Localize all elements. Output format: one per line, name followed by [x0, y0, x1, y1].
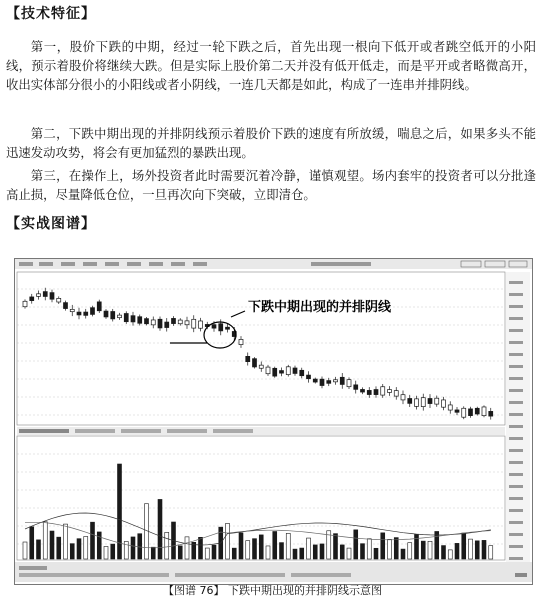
volume-bar [442, 546, 446, 559]
candle-body [266, 367, 270, 374]
annotation-label: 下跌中期出现的并排阴线 [248, 300, 392, 315]
candle-body [145, 319, 149, 324]
paragraph-1: 第一，股价下跌的中期，经过一轮下跌之后，首先出现一根向下低开或者跳空低开的小阳线，预示着股价将继续大跌。但是实际上股价第二天并没有低开低走，而是平开或者略微高开，收出实体部分很小的小阳线或者小阴线，一连几天都是如此，构成了一连串并排阴线。 [6, 39, 536, 92]
volume-bar [50, 531, 54, 559]
volume-bar [293, 549, 297, 559]
volume-bar [340, 545, 344, 559]
candle-body [37, 294, 41, 297]
candle-body [84, 312, 88, 315]
volume-bar [401, 549, 405, 559]
axis-tick-label [509, 365, 523, 368]
volume-bar [482, 540, 486, 559]
volume-bar [313, 545, 317, 559]
candle-body [469, 409, 473, 416]
axis-tick-label [509, 521, 523, 524]
candle-body [199, 321, 203, 328]
candle-body [138, 317, 142, 324]
candle-body [178, 320, 182, 324]
volume-bar [286, 533, 290, 559]
axis-tick-label [509, 329, 523, 332]
candle-body [293, 368, 297, 373]
axis-tick-label [509, 317, 523, 320]
volume-bar [300, 548, 304, 559]
candle-body [347, 380, 351, 387]
volume-bar [37, 540, 41, 559]
candle-body [428, 398, 432, 403]
candle-body [482, 407, 486, 416]
candle-body [394, 391, 398, 396]
axis-tick-label [509, 305, 523, 308]
paragraph-2: 第二，下跌中期出现的并排阴线预示着股价下跌的速度有所放缓，喘息之后，如果多头不能迅速发动攻势，将会有更加猛烈的暴跌出现。 [6, 126, 536, 160]
volume-bar [489, 546, 493, 559]
candle-body [286, 367, 290, 375]
volume-bar [394, 538, 398, 559]
candle-body [97, 302, 101, 311]
volume-bar [388, 539, 392, 559]
candle-body [70, 309, 74, 311]
candle-body [226, 327, 230, 329]
volume-bar [64, 524, 68, 559]
candle-body [415, 399, 419, 407]
volume-bar [43, 522, 47, 559]
volume-ma-line [25, 513, 491, 545]
volume-bar [469, 539, 473, 559]
volume-bar [374, 548, 378, 559]
candle-body [489, 411, 493, 416]
volume-bar [448, 550, 452, 559]
volume-bar [57, 537, 61, 559]
axis-tick-label [509, 557, 523, 560]
candle-body [165, 322, 169, 327]
volume-bar [408, 543, 412, 559]
practice-section-title: 【实战图谱】 [6, 216, 96, 232]
volume-bar [253, 539, 257, 559]
volume-bar [428, 541, 432, 559]
volume-bar [435, 531, 439, 559]
candle-body [64, 303, 68, 309]
candle-body [300, 370, 304, 375]
candle-body [327, 381, 331, 384]
volume-bar [475, 541, 479, 559]
candle-body [448, 405, 452, 410]
axis-tick-label [509, 545, 523, 548]
volume-bar [273, 531, 277, 559]
volume-bar [131, 537, 135, 559]
axis-tick-label [509, 497, 523, 500]
candle-body [462, 408, 466, 417]
candle-body [442, 400, 446, 407]
axis-tick-label [509, 413, 523, 416]
axis-tick-label [509, 401, 523, 404]
axis-tick-label [509, 389, 523, 392]
candle-body [91, 308, 95, 315]
candle-body [401, 395, 405, 400]
candle-body [381, 387, 385, 395]
candle-body [320, 379, 324, 385]
volume-bar [91, 522, 95, 559]
figure-caption: 【图谱 76】 下跌中期出现的并排阴线示意图 [163, 584, 382, 597]
candle-body [388, 390, 392, 393]
candle-body [30, 297, 34, 301]
axis-tick-label [509, 353, 523, 356]
volume-bar [226, 523, 230, 559]
volume-bar [23, 542, 27, 559]
volume-bar [138, 534, 142, 559]
volume-bar [455, 543, 459, 559]
volume-bar [158, 499, 162, 559]
axis-tick-label [509, 473, 523, 476]
candle-body [23, 301, 27, 306]
candle-body [239, 339, 243, 344]
candle-body [185, 321, 189, 325]
candle-body [212, 325, 216, 329]
volume-bar [178, 546, 182, 559]
features-section-title: 【技术特征】 [6, 6, 96, 22]
candle-body [43, 292, 47, 297]
volume-bar [104, 546, 108, 559]
candle-body [307, 375, 311, 379]
volume-bar [320, 544, 324, 559]
candle-body [280, 371, 284, 374]
volume-bar [212, 545, 216, 559]
axis-tick-label [509, 461, 523, 464]
volume-bar [70, 544, 74, 559]
volume-bar [199, 537, 203, 559]
axis-tick-label [509, 281, 523, 284]
axis-tick-label [509, 425, 523, 428]
candle-body [158, 319, 162, 328]
candle-body [111, 311, 115, 318]
candle-body [367, 390, 371, 394]
axis-tick-label [509, 533, 523, 536]
volume-bar [367, 539, 371, 559]
volume-bar [111, 544, 115, 559]
axis-tick-label [509, 377, 523, 380]
volume-bar [239, 533, 243, 559]
volume-moving-averages [25, 513, 491, 548]
candle-body [57, 298, 61, 302]
stock-chart [14, 258, 533, 585]
volume-bar [334, 534, 338, 559]
volume-bar [118, 464, 122, 559]
volume-bar [151, 547, 155, 559]
axis-tick-label [509, 437, 523, 440]
candle-body [408, 398, 412, 403]
chart-status-strip [15, 562, 532, 582]
volume-bar [77, 539, 81, 559]
candle-body [259, 365, 263, 368]
candle-body [246, 356, 250, 361]
axis-tick-label [509, 449, 523, 452]
candle-body [104, 311, 108, 317]
candle-body [172, 318, 176, 323]
candle-body [77, 312, 81, 315]
axis-tick-label [509, 509, 523, 512]
candle-body [253, 359, 257, 367]
candle-body [151, 320, 155, 325]
volume-bar [30, 527, 34, 559]
paragraph-3: 第三，在操作上，场外投资者此时需要沉着冷静，谨慎观望。场内套牢的投资者可以分批逢高止损，尽量降低仓位，一旦再次向下突破，立即清仓。 [6, 168, 536, 202]
volume-bar [84, 536, 88, 559]
volume-bar [381, 533, 385, 559]
volume-bar [232, 548, 236, 559]
candle-body [455, 410, 459, 412]
volume-bar [185, 537, 189, 559]
candle-body [421, 398, 425, 407]
candle-body [435, 398, 439, 404]
candle-body [361, 389, 365, 392]
candle-body [374, 390, 378, 395]
candle-body [334, 380, 338, 382]
axis-tick-label [509, 485, 523, 488]
volume-bar [347, 548, 351, 559]
volume-bar [307, 538, 311, 559]
volume-bar [462, 533, 466, 559]
stock-chart-svg [15, 259, 532, 584]
volume-bar [246, 541, 250, 559]
candle-body [124, 314, 128, 322]
candle-body [192, 319, 196, 328]
candle-body [273, 368, 277, 376]
candle-body [50, 293, 54, 300]
candle-body [131, 316, 135, 322]
candle-body [118, 315, 122, 318]
volume-bar [266, 546, 270, 559]
axis-tick-label [509, 341, 523, 344]
axis-tick-label [509, 293, 523, 296]
candle-body [219, 324, 223, 331]
volume-bar [259, 535, 263, 559]
candle-body [313, 379, 317, 382]
volume-bar [354, 530, 358, 559]
volume-bar [205, 548, 209, 559]
volume-bar [165, 532, 169, 559]
volume-bar [361, 544, 365, 559]
candle-body [475, 408, 479, 414]
volume-info-glyphs [19, 429, 253, 433]
volume-bar [421, 541, 425, 559]
candle-body [354, 385, 358, 390]
volume-bars [23, 464, 493, 559]
volume-bar [280, 543, 284, 559]
candle-body [340, 377, 344, 384]
annotation-leader [231, 311, 245, 317]
